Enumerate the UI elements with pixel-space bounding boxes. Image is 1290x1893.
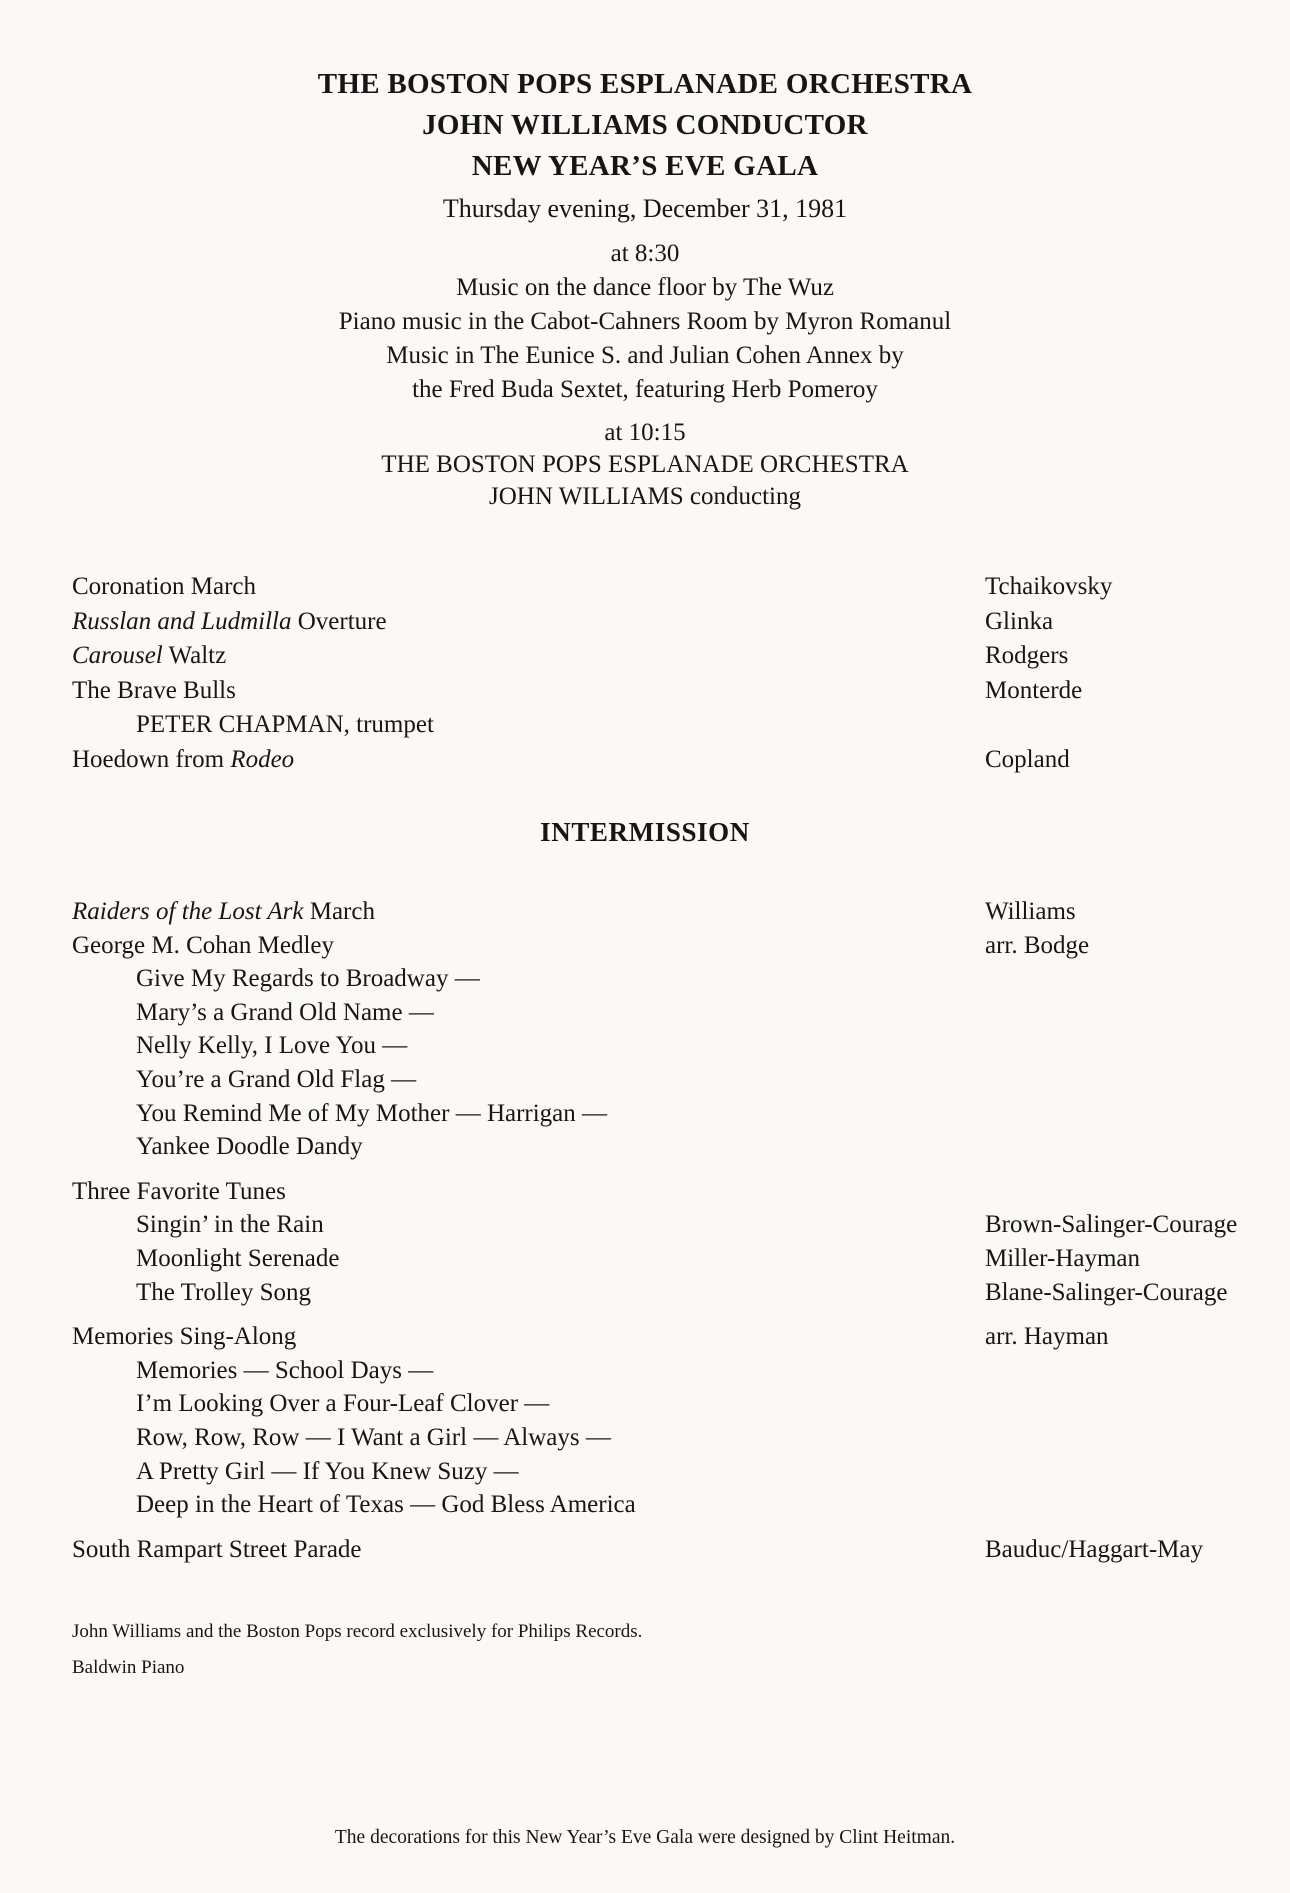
work-title: South Rampart Street Parade (72, 1535, 362, 1563)
main-concert-intro (0, 417, 1290, 513)
composer-name: Brown-Salinger-Courage (985, 1211, 1238, 1239)
work-title: The Trolley Song (136, 1278, 312, 1306)
concert-time: at 10:15 (604, 419, 686, 446)
work-title: Memories — School Days — (136, 1356, 434, 1384)
event-title: NEW YEAR’S EVE GALA (471, 150, 819, 182)
program-item (0, 639, 1290, 674)
program-part-1 (0, 570, 1290, 777)
program-item (0, 1175, 1290, 1209)
orchestra-title: THE BOSTON POPS ESPLANADE ORCHESTRA (317, 68, 973, 100)
work-title: Carousel Waltz (72, 642, 227, 669)
program-item (0, 895, 1290, 929)
credits-block (72, 1618, 642, 1682)
program-item (0, 1320, 1290, 1354)
work-title: Give My Regards to Broadway — (136, 965, 480, 993)
program-part-2 (0, 895, 1290, 1566)
early-line: Music on the dance floor by The Wuz (456, 274, 834, 301)
composer-name: Miller-Hayman (985, 1244, 1141, 1272)
program-item (0, 1387, 1290, 1421)
program-item (0, 1276, 1290, 1310)
concert-orchestra: THE BOSTON POPS ESPLANADE ORCHESTRA (381, 451, 909, 478)
work-title: Memories Sing-Along (72, 1323, 297, 1351)
work-title: George M. Cohan Medley (72, 931, 334, 959)
program-item (0, 1029, 1290, 1063)
composer-name: Rodgers (985, 642, 1069, 669)
work-title: Nelly Kelly, I Love You — (136, 1032, 408, 1060)
program-item (0, 674, 1290, 709)
program-item (0, 1488, 1290, 1522)
work-title: Deep in the Heart of Texas — God Bless America (136, 1491, 636, 1519)
program-item (0, 1455, 1290, 1489)
work-title: Mary’s a Grand Old Name — (136, 998, 434, 1026)
work-title: PETER CHAPMAN, trumpet (136, 711, 434, 738)
program-item (0, 1097, 1290, 1131)
program-item (0, 570, 1290, 605)
work-title: Russlan and Ludmilla Overture (72, 607, 387, 635)
work-title: The Brave Bulls (72, 676, 236, 704)
work-title: Coronation March (72, 573, 256, 600)
composer-name: Glinka (985, 607, 1054, 635)
program-item (0, 1130, 1290, 1164)
program-item (0, 708, 1290, 743)
early-entertainment-block (0, 237, 1290, 407)
work-title: Raiders of the Lost Ark March (72, 898, 375, 925)
program-item (0, 1354, 1290, 1388)
work-title: Moonlight Serenade (136, 1244, 340, 1272)
program-item (0, 1533, 1290, 1567)
composer-name: arr. Bodge (985, 931, 1090, 959)
program-item (0, 1208, 1290, 1242)
intermission-heading: INTERMISSION (540, 817, 750, 847)
conductor-title: JOHN WILLIAMS CONDUCTOR (422, 109, 868, 141)
work-title: Singin’ in the Rain (136, 1211, 324, 1239)
program-item (0, 962, 1290, 996)
piano-credit: Baldwin Piano (72, 1657, 185, 1678)
work-title: Hoedown from Rodeo (72, 745, 295, 773)
philips-credit: John Williams and the Boston Pops record exclusively for Philips Records. (72, 1621, 643, 1642)
concert-conductor: JOHN WILLIAMS conducting (489, 483, 801, 510)
program-header (0, 64, 1290, 513)
composer-name: Bauduc/Haggart-May (985, 1535, 1203, 1563)
event-date: Thursday evening, December 31, 1981 (442, 194, 848, 223)
composer-name: Monterde (985, 676, 1083, 704)
composer-name: Tchaikovsky (985, 573, 1113, 600)
work-title: You’re a Grand Old Flag — (136, 1065, 417, 1093)
composer-name: arr. Hayman (985, 1323, 1109, 1351)
work-title: A Pretty Girl — If You Knew Suzy — (136, 1457, 519, 1485)
work-title: Row, Row, Row — I Want a Girl — Always — (136, 1423, 611, 1451)
program-item (0, 605, 1290, 640)
early-time: at 8:30 (610, 240, 680, 267)
work-title: Yankee Doodle Dandy (136, 1133, 363, 1161)
program-item (0, 996, 1290, 1030)
program-item (0, 1063, 1290, 1097)
program-item (0, 743, 1290, 778)
early-line: Piano music in the Cabot-Cahners Room by Myron Romanul (338, 308, 952, 335)
decorations-note: The decorations for this New Year’s Eve Gala were designed by Clint Heitman. (334, 1827, 956, 1848)
program-item (0, 1421, 1290, 1455)
work-title: You Remind Me of My Mother — Harrigan — (136, 1099, 608, 1127)
early-line: the Fred Buda Sextet, featuring Herb Pomeroy (412, 376, 878, 403)
composer-name: Williams (985, 898, 1076, 925)
program-item (0, 929, 1290, 963)
composer-name: Blane-Salinger-Courage (985, 1278, 1228, 1306)
work-title: I’m Looking Over a Four-Leaf Clover — (136, 1390, 550, 1418)
program-item (0, 1242, 1290, 1276)
work-title: Three Favorite Tunes (72, 1177, 286, 1205)
composer-name: Copland (985, 745, 1070, 773)
early-line: Music in The Eunice S. and Julian Cohen Annex by (386, 342, 904, 369)
